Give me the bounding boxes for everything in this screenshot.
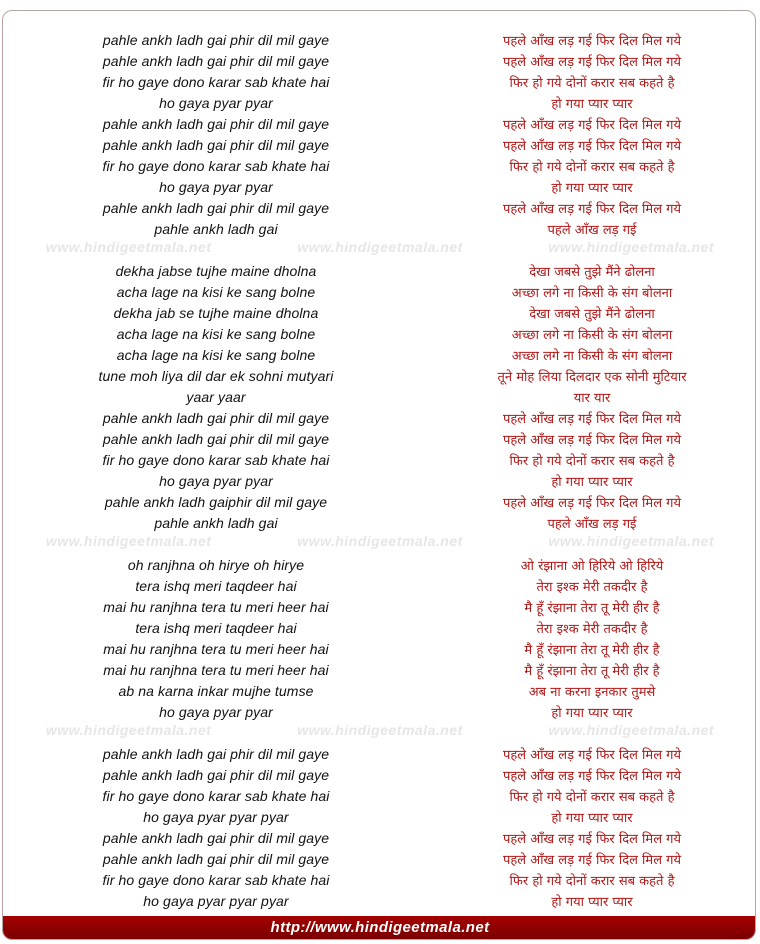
lyric-line — [3, 386, 756, 407]
lyric-line — [3, 638, 756, 659]
lyric-transliteration: pahle ankh ladh gaiphir dil mil gaye — [104, 493, 328, 510]
lyric-transliteration: fir ho gaye dono karar sab khate hai — [102, 157, 330, 174]
lyric-line — [3, 785, 756, 806]
lyric-line — [3, 764, 756, 785]
stanza — [3, 260, 756, 533]
lyric-transliteration: ho gaya pyar pyar pyar — [143, 892, 289, 909]
lyric-transliteration: pahle ankh ladh gai phir dil mil gaye — [102, 850, 330, 867]
lyric-hindi: पहले आँख लड़ गई — [547, 222, 637, 238]
lyric-transliteration: ab na karna inkar mujhe tumse — [118, 682, 314, 699]
lyric-transliteration: acha lage na kisi ke sang bolne — [116, 346, 316, 363]
lyric-line — [3, 701, 756, 722]
lyric-hindi: पहले आँख लड़ गई फिर दिल मिल गये — [502, 33, 682, 49]
lyric-hindi: हो गया प्यार प्यार — [551, 96, 633, 112]
lyric-line — [3, 890, 756, 911]
site-link[interactable]: http://www.hindigeetmala.net — [270, 919, 490, 936]
lyric-hindi: फिर हो गये दोनों करार सब कहते है — [509, 159, 675, 175]
lyrics-body — [3, 29, 756, 911]
lyric-line — [3, 827, 756, 848]
lyric-hindi: देखा जबसे तुझे मैंने ढोलना — [529, 306, 655, 322]
lyric-line — [3, 155, 756, 176]
lyric-transliteration: pahle ankh ladh gai — [154, 514, 278, 531]
lyric-transliteration: pahle ankh ladh gai phir dil mil gaye — [102, 31, 330, 48]
lyric-line — [3, 365, 756, 386]
lyric-transliteration: fir ho gaye dono karar sab khate hai — [102, 451, 330, 468]
lyric-transliteration: tera ishq meri taqdeer hai — [135, 577, 297, 594]
lyric-hindi: तूने मोह लिया दिलदार एक सोनी मुटियार — [497, 369, 687, 385]
lyric-transliteration: pahle ankh ladh gai phir dil mil gaye — [102, 115, 330, 132]
lyric-transliteration: tera ishq meri taqdeer hai — [135, 619, 297, 636]
lyric-hindi: ओ रंझाना ओ हिरिये ओ हिरिये — [520, 558, 664, 574]
lyric-hindi: हो गया प्यार प्यार — [551, 894, 633, 910]
lyric-hindi: पहले आँख लड़ गई फिर दिल मिल गये — [502, 852, 682, 868]
lyric-line — [3, 575, 756, 596]
lyric-hindi: हो गया प्यार प्यार — [551, 810, 633, 826]
lyric-hindi: अच्छा लगे ना किसी के संग बोलना — [511, 348, 673, 364]
lyric-line — [3, 617, 756, 638]
lyric-line — [3, 50, 756, 71]
lyric-line — [3, 680, 756, 701]
lyric-line — [3, 302, 756, 323]
lyric-line — [3, 281, 756, 302]
lyric-transliteration: ho gaya pyar pyar — [159, 178, 273, 195]
lyric-hindi: पहले आँख लड़ गई फिर दिल मिल गये — [502, 411, 682, 427]
watermark-text: www.hindigeetmala.net — [45, 533, 212, 549]
lyrics-card — [2, 10, 756, 940]
lyric-transliteration: fir ho gaye dono karar sab khate hai — [102, 73, 330, 90]
lyric-hindi: तेरा इश्क मेरी तकदीर है — [536, 621, 648, 637]
stanza — [3, 743, 756, 911]
lyric-hindi: अच्छा लगे ना किसी के संग बोलना — [511, 327, 673, 343]
lyric-hindi: पहले आँख लड़ गई फिर दिल मिल गये — [502, 831, 682, 847]
lyric-transliteration: ho gaya pyar pyar pyar — [143, 808, 289, 825]
lyric-hindi: पहले आँख लड़ गई फिर दिल मिल गये — [502, 201, 682, 217]
lyric-hindi: पहले आँख लड़ गई फिर दिल मिल गये — [502, 747, 682, 763]
lyric-line — [3, 596, 756, 617]
lyric-transliteration: pahle ankh ladh gai phir dil mil gaye — [102, 430, 330, 447]
lyric-hindi: मै हूँ रंझाना तेरा तू मेरी हीर है — [524, 642, 660, 658]
lyric-hindi: हो गया प्यार प्यार — [551, 474, 633, 490]
lyric-transliteration: pahle ankh ladh gai — [154, 220, 278, 237]
lyric-transliteration: fir ho gaye dono karar sab khate hai — [102, 787, 330, 804]
lyric-transliteration: yaar yaar — [186, 388, 246, 405]
lyric-transliteration: ho gaya pyar pyar — [159, 703, 273, 720]
lyric-line — [3, 92, 756, 113]
lyric-transliteration: ho gaya pyar pyar — [159, 472, 273, 489]
lyric-hindi: पहले आँख लड़ गई फिर दिल मिल गये — [502, 768, 682, 784]
lyric-hindi: पहले आँख लड़ गई फिर दिल मिल गये — [502, 117, 682, 133]
lyric-hindi: तेरा इश्क मेरी तकदीर है — [536, 579, 648, 595]
lyric-line — [3, 197, 756, 218]
lyric-transliteration: pahle ankh ladh gai phir dil mil gaye — [102, 829, 330, 846]
watermark-text: www.hindigeetmala.net — [297, 533, 463, 549]
watermark-text: www.hindigeetmala.net — [45, 239, 212, 255]
lyric-hindi: देखा जबसे तुझे मैंने ढोलना — [529, 264, 655, 280]
lyric-transliteration: pahle ankh ladh gai phir dil mil gaye — [102, 52, 330, 69]
lyric-hindi: मै हूँ रंझाना तेरा तू मेरी हीर है — [524, 663, 660, 679]
lyric-line — [3, 344, 756, 365]
lyric-hindi: पहले आँख लड़ गई फिर दिल मिल गये — [502, 432, 682, 448]
stanza — [3, 554, 756, 722]
lyric-line — [3, 659, 756, 680]
lyric-line — [3, 113, 756, 134]
lyric-hindi: फिर हो गये दोनों करार सब कहते है — [509, 873, 675, 889]
lyric-transliteration: pahle ankh ladh gai phir dil mil gaye — [102, 409, 330, 426]
lyric-hindi: पहले आँख लड़ गई — [547, 516, 637, 532]
lyric-line — [3, 176, 756, 197]
lyric-hindi: हो गया प्यार प्यार — [551, 705, 633, 721]
lyric-hindi: अब ना करना इनकार तुमसे — [528, 684, 656, 700]
lyric-transliteration: mai hu ranjhna tera tu meri heer hai — [103, 661, 329, 678]
lyric-line — [3, 848, 756, 869]
lyric-transliteration: oh ranjhna oh hirye oh hirye — [127, 556, 305, 573]
lyric-line — [3, 806, 756, 827]
lyric-line — [3, 29, 756, 50]
lyric-line — [3, 869, 756, 890]
lyric-hindi: फिर हो गये दोनों करार सब कहते है — [509, 789, 675, 805]
lyric-hindi: हो गया प्यार प्यार — [551, 180, 633, 196]
watermark-text: www.hindigeetmala.net — [548, 722, 715, 738]
lyric-hindi: अच्छा लगे ना किसी के संग बोलना — [511, 285, 673, 301]
lyric-line — [3, 512, 756, 533]
lyric-hindi: यार यार — [573, 390, 611, 406]
lyric-transliteration: pahle ankh ladh gai phir dil mil gaye — [102, 199, 330, 216]
watermark-text: www.hindigeetmala.net — [45, 722, 212, 738]
lyric-line — [3, 743, 756, 764]
lyric-transliteration: ho gaya pyar pyar — [159, 94, 273, 111]
lyric-line — [3, 260, 756, 281]
stanza — [3, 29, 756, 239]
lyric-line — [3, 218, 756, 239]
lyric-transliteration: mai hu ranjhna tera tu meri heer hai — [103, 598, 329, 615]
lyric-transliteration: mai hu ranjhna tera tu meri heer hai — [103, 640, 329, 657]
watermark-text: www.hindigeetmala.net — [297, 722, 463, 738]
lyric-line — [3, 491, 756, 512]
lyric-hindi: फिर हो गये दोनों करार सब कहते है — [509, 453, 675, 469]
lyric-line — [3, 134, 756, 155]
lyric-hindi: पहले आँख लड़ गई फिर दिल मिल गये — [502, 138, 682, 154]
lyric-transliteration: acha lage na kisi ke sang bolne — [116, 325, 316, 342]
lyric-transliteration: pahle ankh ladh gai phir dil mil gaye — [102, 745, 330, 762]
footer-bar — [3, 916, 756, 939]
lyric-line — [3, 554, 756, 575]
lyric-line — [3, 323, 756, 344]
lyric-transliteration: dekha jabse tujhe maine dholna — [115, 262, 317, 279]
lyric-transliteration: pahle ankh ladh gai phir dil mil gaye — [102, 766, 330, 783]
lyric-transliteration: dekha jab se tujhe maine dholna — [113, 304, 319, 321]
lyric-line — [3, 71, 756, 92]
lyric-transliteration: fir ho gaye dono karar sab khate hai — [102, 871, 330, 888]
lyric-transliteration: pahle ankh ladh gai phir dil mil gaye — [102, 136, 330, 153]
lyric-transliteration: acha lage na kisi ke sang bolne — [116, 283, 316, 300]
watermark-text: www.hindigeetmala.net — [548, 533, 715, 549]
lyric-line — [3, 470, 756, 491]
watermark-text: www.hindigeetmala.net — [297, 239, 463, 255]
lyric-hindi: मै हूँ रंझाना तेरा तू मेरी हीर है — [524, 600, 660, 616]
watermark-text: www.hindigeetmala.net — [548, 239, 715, 255]
lyric-line — [3, 428, 756, 449]
lyric-line — [3, 407, 756, 428]
lyric-hindi: पहले आँख लड़ गई फिर दिल मिल गये — [502, 495, 682, 511]
lyric-transliteration: tune moh liya dil dar ek sohni mutyari — [98, 367, 334, 384]
lyric-line — [3, 449, 756, 470]
lyric-hindi: फिर हो गये दोनों करार सब कहते है — [509, 75, 675, 91]
lyric-hindi: पहले आँख लड़ गई फिर दिल मिल गये — [502, 54, 682, 70]
